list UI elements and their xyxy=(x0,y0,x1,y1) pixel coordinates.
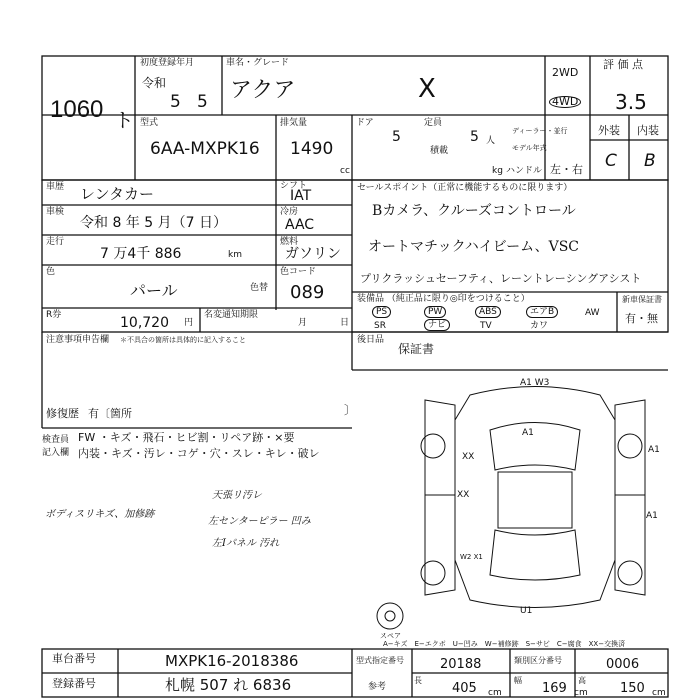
ac: AAC xyxy=(285,217,315,233)
interior-grade: B xyxy=(644,151,656,171)
lot-number: 1060 xyxy=(50,96,104,123)
class: 0006 xyxy=(606,657,640,672)
repair-label: 修復歴 xyxy=(46,407,79,420)
first-reg-month: 5 xyxy=(197,92,208,112)
hand-note-2: 左センターピラー 凹み xyxy=(208,516,311,527)
diagram-mark-top: A1 W3 xyxy=(520,378,550,388)
equip-leather: カワ xyxy=(530,321,549,331)
class-label: 類別区分番号 xyxy=(514,656,562,665)
score-label: 評 価 点 xyxy=(603,58,643,71)
stamp-mark: ト xyxy=(114,108,134,132)
height-label: 高 xyxy=(578,676,586,685)
width-label: 幅 xyxy=(514,676,522,685)
report-hint: ＊不具合の箇所は具体的に記入すること xyxy=(120,336,246,344)
history-label: 車歴 xyxy=(46,182,65,192)
diagram-mark-left-center: XX xyxy=(457,490,470,500)
first-reg-era: 令和 xyxy=(142,76,167,90)
diagram-mark-left-rear: W2 X1 xyxy=(460,553,483,561)
reg-label: 登録番号 xyxy=(52,677,96,690)
color-label: 色 xyxy=(46,267,56,277)
equip-tv: TV xyxy=(480,321,492,331)
mileage-label: 走行 xyxy=(46,237,65,247)
drive-4wd: 4WD xyxy=(549,96,581,108)
reg: 札幌 507 れ 6836 xyxy=(165,676,292,694)
first-reg-year: 5 xyxy=(170,92,181,112)
model-label: 型式 xyxy=(140,118,159,128)
model-year-label: モデル年式 xyxy=(512,144,547,152)
sales-points-label: セールスポイント（正常に機能するものに限ります） xyxy=(357,183,573,193)
displacement-label: 排気量 xyxy=(280,118,308,128)
type-cert: 20188 xyxy=(440,657,482,672)
equip-sr: SR xyxy=(374,321,386,331)
recycle-unit: 円 xyxy=(184,318,194,328)
car-name: アクア xyxy=(230,78,296,103)
inspector-sub: 記入欄 xyxy=(42,448,70,458)
load-label: 積載 xyxy=(430,146,449,156)
diagram-mark-right-2: A1 xyxy=(646,511,658,521)
month-label: 月 xyxy=(298,318,308,328)
chassis: MXPK16-2018386 xyxy=(165,652,299,670)
diagram-mark-roof: A1 xyxy=(522,428,534,438)
color: パール xyxy=(130,281,178,300)
diagram-mark-right-1: A1 xyxy=(648,445,660,455)
equipment-label: 装備品 （純正品に限り◎印をつけること） xyxy=(357,294,530,304)
equip-aw: AW xyxy=(585,308,600,318)
damage-legend: A−キズ E−エクボ U−凹み W−補修跡 S−サビ C−腐食 XX−交換済 xyxy=(383,640,626,648)
color-code: 089 xyxy=(290,282,325,303)
displacement: 1490 xyxy=(290,139,334,159)
displacement-unit: cc xyxy=(340,166,350,176)
report-label: 注意事項申告欄 xyxy=(46,335,110,345)
name-grade-label: 車名・グレード xyxy=(226,58,290,68)
color-change-label: 色替 xyxy=(250,283,269,293)
spare-label: スペア xyxy=(380,632,401,640)
score: 3.5 xyxy=(615,90,647,114)
equip-airbag: エアB xyxy=(526,306,558,318)
load-unit: kg xyxy=(492,166,503,176)
color-code-label: 色コード xyxy=(280,267,317,277)
drive-2wd: 2WD xyxy=(552,66,579,79)
length: 405 xyxy=(452,681,477,696)
hand-note-3: 左Iパネル 汚れ xyxy=(212,538,280,549)
checklist-1: FW ・キズ・飛石・ヒビ割・リペア跡・×要 xyxy=(78,431,295,444)
exterior-grade: C xyxy=(605,151,617,171)
shift-label: シフト xyxy=(280,181,308,191)
capacity: 5 xyxy=(470,129,479,145)
size-label: 参考 xyxy=(368,682,387,692)
fuel: ガソリン xyxy=(285,246,341,262)
capacity-unit: 人 xyxy=(486,136,496,146)
doors-label: ドア xyxy=(356,118,374,128)
sales-point-line-2: オートマチックハイビーム、VSC xyxy=(368,239,580,255)
inspector-label: 検査員 xyxy=(42,435,70,445)
doors: 5 xyxy=(392,129,401,145)
after-market-label: 後日品 xyxy=(357,335,385,345)
mileage-unit: km xyxy=(228,250,242,260)
recycle-amount: 10,720 xyxy=(120,315,169,331)
chassis-label: 車台番号 xyxy=(52,652,96,665)
width: 169 xyxy=(542,681,567,696)
handle-label: ハンドル xyxy=(506,166,543,176)
fuel-label: 燃料 xyxy=(280,237,299,247)
capacity-label: 定員 xyxy=(424,118,443,128)
length-label: 長 xyxy=(414,676,422,685)
after-market-value: 保証書 xyxy=(398,342,435,356)
grade: X xyxy=(418,74,436,104)
inspection-label: 車検 xyxy=(46,207,65,217)
inspection: 令和 8 年 5 月（7 日） xyxy=(80,215,227,231)
hand-left-note: ボディスリキズ、加修跡 xyxy=(45,509,155,520)
length-unit: cm xyxy=(488,688,502,698)
exterior-label: 外装 xyxy=(598,124,620,137)
equip-navi: ナビ xyxy=(424,319,450,331)
hand-note-1: 天張リ汚レ xyxy=(212,490,262,501)
equip-abs: ABS xyxy=(475,306,501,318)
new-warranty-value: 有・無 xyxy=(625,312,658,325)
equip-ps: PS xyxy=(372,306,391,318)
car-diagram xyxy=(377,387,645,630)
recycle-label: R券 xyxy=(46,310,62,320)
new-warranty-label: 新車保証書 xyxy=(622,295,662,304)
height-unit: cm xyxy=(652,688,666,698)
first-reg-label: 初度登録年月 xyxy=(140,58,195,68)
sales-point-line-1: Bカメラ、クルーズコントロール xyxy=(372,203,576,219)
ac-label: 冷房 xyxy=(280,207,299,217)
repair-close: 〕 xyxy=(344,403,357,417)
dealer-label: ディーラー・並行 xyxy=(512,127,568,135)
model: 6AA-MXPK16 xyxy=(150,139,260,159)
type-cert-label: 型式指定番号 xyxy=(356,656,404,665)
repair-value: 有〔箇所 xyxy=(88,407,132,420)
history: レンタカー xyxy=(80,185,155,203)
diagram-mark-rear: U1 xyxy=(520,606,533,616)
width-unit: cm xyxy=(574,688,588,698)
checklist-2: 内装・キズ・汚レ・コゲ・穴・スレ・キレ・破レ xyxy=(78,447,320,460)
name-change-label: 名変通知期限 xyxy=(204,310,259,320)
diagram-mark-left-door: XX xyxy=(462,452,475,462)
height: 150 xyxy=(620,681,645,696)
mileage: 7 万4千 886 xyxy=(100,246,182,262)
shift: IAT xyxy=(290,188,312,204)
handle-options: 左・右 xyxy=(550,163,583,176)
interior-label: 内装 xyxy=(637,124,659,137)
day-label: 日 xyxy=(340,318,350,328)
sales-point-line-3: プリクラッシュセーフティ、レーントレーシングアシスト xyxy=(360,272,642,285)
equip-pw: PW xyxy=(424,306,446,318)
